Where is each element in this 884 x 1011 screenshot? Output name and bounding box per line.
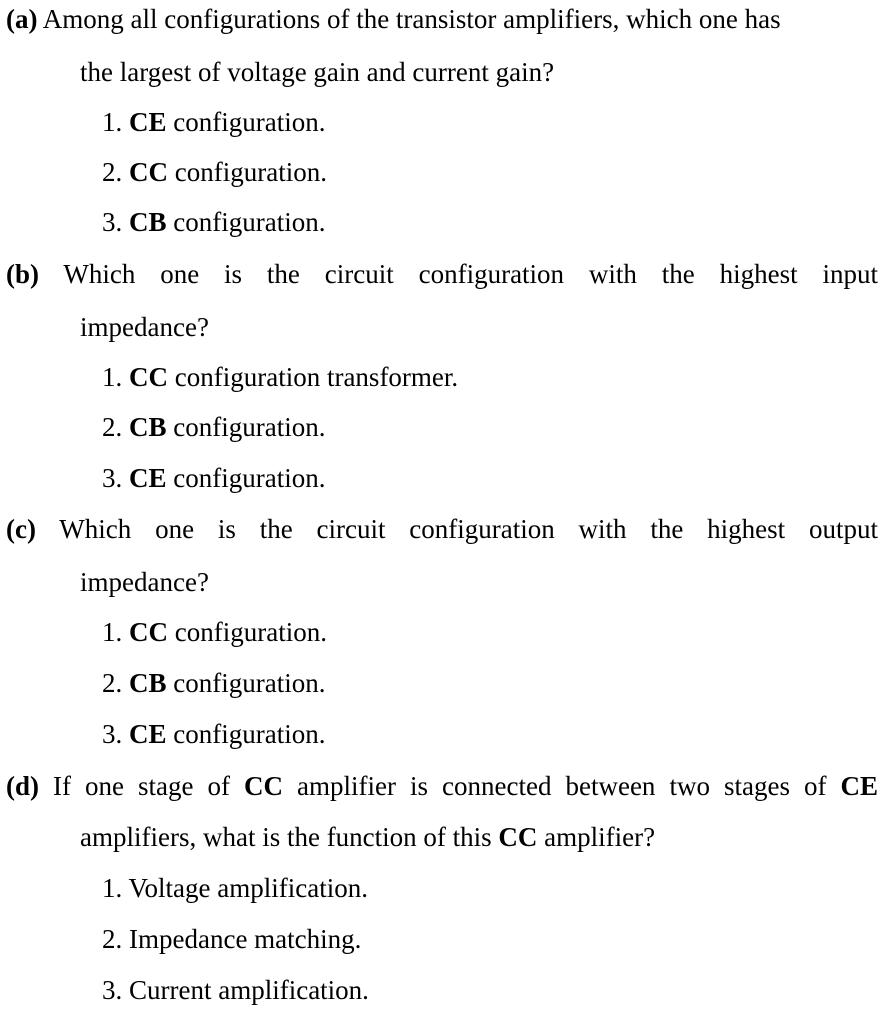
question-b-label: (b) bbox=[6, 259, 39, 289]
option-a-3: 3. CB configuration. bbox=[102, 207, 326, 237]
question-b-line1 bbox=[6, 257, 878, 291]
question-b-text1: Which one is the circuit configuration with the highest input bbox=[63, 259, 878, 289]
question-c-text1: Which one is the circuit configuration with the highest output bbox=[59, 514, 878, 544]
option-b-1: 1. CC configuration transformer. bbox=[102, 362, 459, 392]
option-b-2: 2. CB configuration. bbox=[102, 412, 326, 442]
question-a-line2: the largest of voltage gain and current gain? bbox=[80, 57, 555, 87]
question-c-label: (c) bbox=[6, 514, 36, 544]
option-c-3: 3. CE configuration. bbox=[102, 719, 326, 749]
option-b-3: 3. CE configuration. bbox=[102, 463, 326, 493]
option-c-1: 1. CC configuration. bbox=[102, 617, 327, 647]
option-a-1: 1. CE configuration. bbox=[102, 107, 326, 137]
option-d-2: 2. Impedance matching. bbox=[102, 924, 362, 954]
question-c-line2: impedance? bbox=[80, 567, 209, 597]
option-d-1: 1. Voltage amplification. bbox=[102, 873, 368, 903]
question-c-line1 bbox=[6, 512, 878, 546]
question-d-line1: (d) If one stage of CC amplifier is connected between two stages of CE bbox=[6, 771, 878, 801]
option-a-2: 2. CC configuration. bbox=[102, 157, 327, 187]
question-d-line2: amplifiers, what is the function of this CC amplifier? bbox=[80, 822, 656, 852]
question-b-line2: impedance? bbox=[80, 312, 209, 342]
question-a-line1 bbox=[6, 2, 878, 36]
question-a-text1: Among all configurations of the transistor amplifiers, which one has bbox=[42, 4, 781, 34]
option-c-2: 2. CB configuration. bbox=[102, 668, 326, 698]
question-d-label: (d) bbox=[6, 771, 39, 801]
option-d-3: 3. Current amplification. bbox=[102, 975, 369, 1005]
question-a-label: (a) bbox=[6, 4, 38, 34]
